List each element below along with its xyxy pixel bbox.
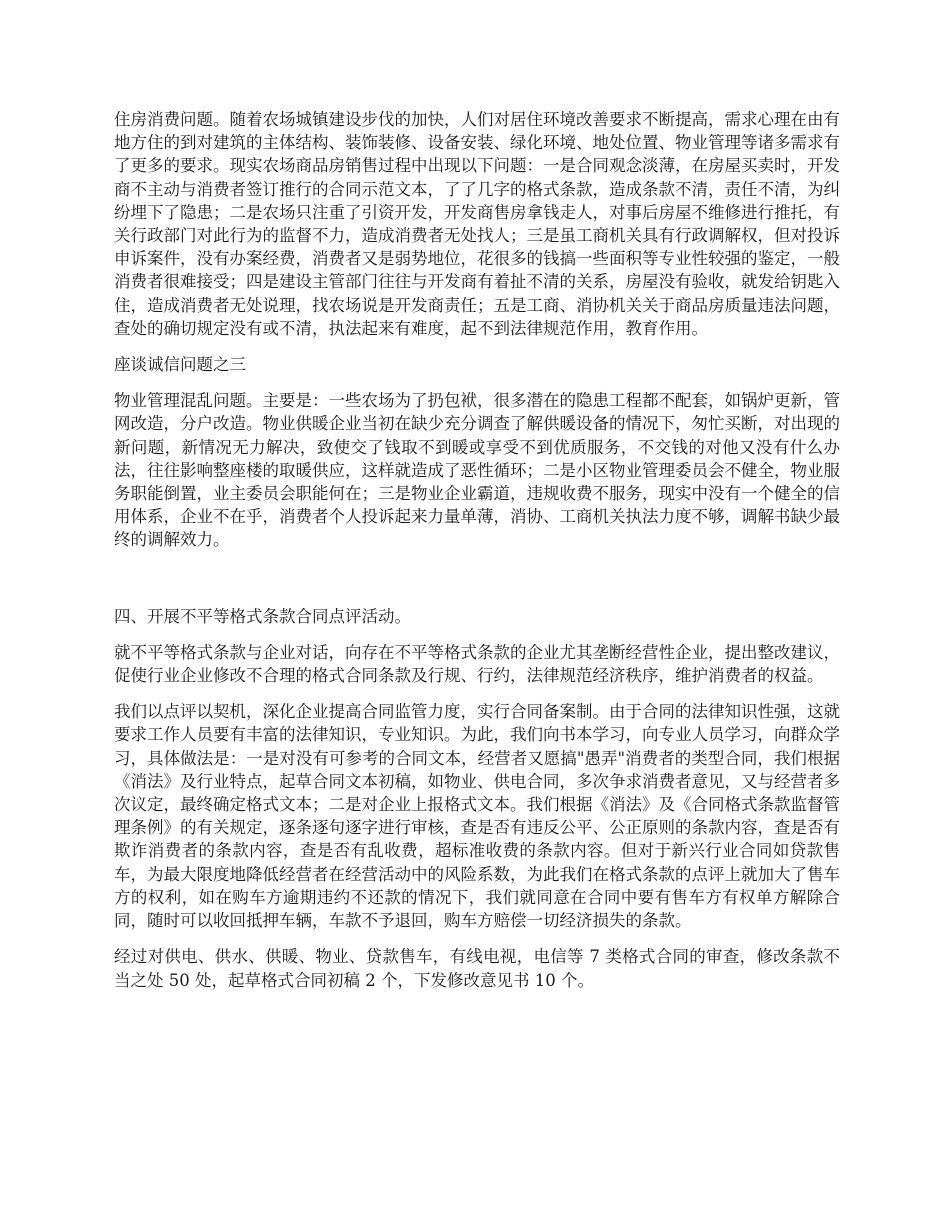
section-heading-four: 四、开展不平等格式条款合同点评活动。 [114,606,411,626]
paragraph-results-summary: 经过对供电、供水、供暖、物业、贷款售车，有线电视，电信等 7 类格式合同的审查，修改条款不当之处 50 处，起草格式合同初稿 2 个，下发修改意见书 10 个。 [114,947,840,990]
paragraph-property-management: 物业管理混乱问题。主要是：一些农场为了扔包袱，很多潜在的隐患工程都不配套，如锅炉更新，管网改造，分户改造。物业供暖企业当初在缺少充分调查了解供暖设备的情况下，匆忙买断，对出现的新问题，新情况无力解决，致使交了钱取不到暖或享受不到优质服务，不交钱的对他又没有什么办法，往往影响整座楼的取暖供应，这样就造成了恶性循环；二是小区物业管理委员会不健全，物业服务职能倒置，业主委员会职能何在；三是物业企业霸道，违规收费不服务，现实中没有一个健全的信用体系，企业不在乎，消费者个人投诉起来力量单薄，消协、工商机关执法力度不够，调解书缺少最终的调解效力。 [114,391,840,550]
section-spacer [114,565,840,605]
paragraph-housing-issues: 住房消费问题。随着农场城镇建设步伐的加快，人们对居住环境改善要求不断提高，需求心理在由有地方住的到对建筑的主体结构、装饰装修、设备安装、绿化环境、地处位置、物业管理等诸多需求有了更多的要求。现实农场商品房销售过程中出现以下问题：一是合同观念淡薄，在房屋买卖时，开发商不主动与消费者签订推行的合同示范文本，了了几字的格式条款，造成条款不清，责任不清，为纠纷埋下了隐患；二是农场只注重了引资开发，开发商售房拿钱走人，对事后房屋不维修进行推托，有关行政部门对此行为的监督不力，造成消费者无处找人；三是虽工商机关具有行政调解权，但对投诉申诉案件，没有办案经费，消费者又是弱势地位，花很多的钱搞一些面积等专业性较强的鉴定，一般消费者很难接受；四是建设主管部门往往与开发商有着扯不清的关系，房屋没有验收，就发给钥匙入住，造成消费者无处说理，找农场说是开发商责任；五是工商、消协机关关于商品房质量违法问题，查处的确切规定没有或不清，执法起来有难度，起不到法律规范作用，教育作用。 [114,110,840,338]
section-heading-integrity-three: 座谈诚信问题之三 [114,355,246,375]
paragraph-enterprise-dialogue: 就不平等格式条款与企业对话，向存在不平等格式条款的企业尤其垄断经营性企业，提出整改建议，促使行业企业修改不合理的格式合同条款及行规、行约，法律规范经济秩序，维护消费者的权益。 [114,642,840,686]
paragraph-contract-review: 我们以点评以契机，深化企业提高合同监管力度，实行合同备案制。由于合同的法律知识性强，这就要求工作人员要有丰富的法律知识，专业知识。为此，我们向书本学习，向专业人员学习，向群众学习，具体做法是：一是对没有可参考的合同文本，经营者又愿搞"愚弄"消费者的类型合同，我们根据《消法》及行业特点，起草合同文本初稿，如物业、供电合同，多次争求消费者意见，又与经营者多次议定，最终确定格式文本；二是对企业上报格式文本。我们根据《消法》及《合同格式条款监督管理条例》的有关规定，逐条逐句逐字进行审核，查是否有违反公平、公正原则的条款内容，查是否有欺诈消费者的条款内容，查是否有乱收费，超标准收费的条款内容。但对于新兴行业合同如贷款售车，为最大限度地降低经营者在经营活动中的风险系数，为此我们在格式条款的点评上就加大了售车方的权利，如在购车方逾期违约不还款的情况下，我们就同意在合同中要有售车方有权单方解除合同，随时可以收回抵押车辆，车款不予退回，购车方赔偿一切经济损失的条款。 [114,702,840,931]
document-body [114,108,840,1005]
